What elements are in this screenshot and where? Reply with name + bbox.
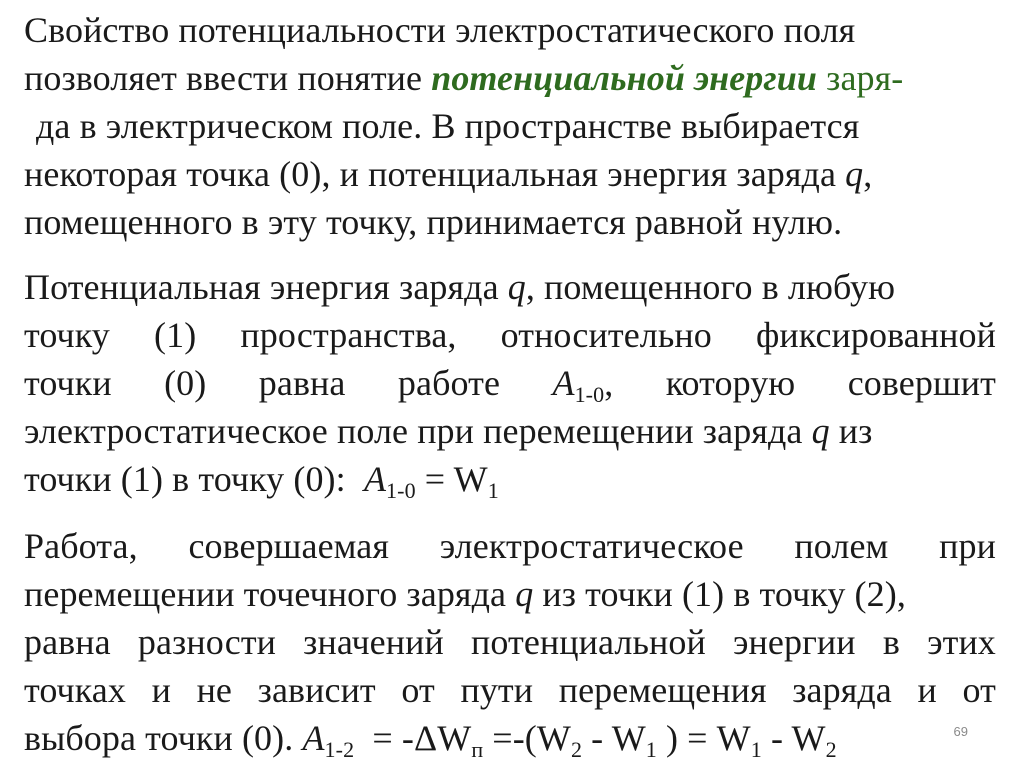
text-line [24,102,903,150]
variable: q [507,267,526,307]
text: да в электрическом поле. В пространстве выбирается [36,106,860,146]
variable: A [302,718,325,758]
text: =-(W [483,718,571,758]
variable: A [552,363,575,403]
text: ) = W [656,718,751,758]
justified-line [24,618,996,666]
word: значений [303,622,444,662]
word: пути [460,670,534,710]
word: совершаемая [188,526,390,566]
justified-line [24,407,996,455]
text-line [24,455,996,503]
text: Свойство потенциальности электростатического поля [24,10,856,50]
justified-line [24,359,996,407]
variable: q [811,411,830,451]
text-line [24,263,996,311]
text: = -ΔW [354,718,472,758]
text: некоторая точка (0), и потенциальная энергия заряда [24,154,846,194]
word: фиксированной [755,315,996,355]
word: точки [24,363,112,403]
word: полем [794,526,889,566]
subscript: 1 [487,478,499,503]
formula-work [552,359,613,407]
subscript: 1-0 [386,478,416,503]
justified-line [24,311,996,359]
word: равна [24,622,111,662]
text: выбора точки (0). [24,718,303,758]
word: этих [927,622,996,662]
word: и [151,670,171,710]
justified-line [24,522,996,570]
justified-line [24,666,996,714]
paragraph-potential-energy [24,263,996,503]
subscript: 2 [570,737,583,762]
word: зависит [257,670,376,710]
word: при [939,526,996,566]
paragraph-work [24,522,996,762]
text: электростатическое поле при перемещении заряда [24,411,812,451]
word: и [917,670,937,710]
word: точку [24,315,110,355]
subscript: п [471,737,484,762]
text-line [24,150,903,198]
text: перемещении точечного заряда [24,574,516,614]
subscript: 2 [825,737,837,762]
text-line [24,6,903,54]
word: относительно [500,315,712,355]
word: электростатическое [439,526,744,566]
word: разности [137,622,277,662]
word: от [401,670,435,710]
text-line [24,54,903,102]
variable: A [363,459,387,499]
word: заряда [792,670,892,710]
subscript: 1-0 [574,382,605,407]
word: пространства, [240,315,457,355]
text: помещенного в эту точку, принимается равной нулю. [24,202,843,242]
word: перемещения [558,670,767,710]
variable: q [845,154,864,194]
text: заря- [817,58,904,98]
text [24,407,872,455]
word: которую [665,363,796,403]
subscript: 1-2 [324,737,355,762]
text: точки (1) в точку (0): [24,459,364,499]
word: в [882,622,900,662]
text: , помещенного в любую [525,267,896,307]
text: позволяет ввести понятие [24,58,432,98]
formula-line [24,714,996,762]
subscript: 1 [645,737,657,762]
word: точках [24,670,126,710]
paragraph-potentiality [24,6,903,246]
word: (0) [164,363,207,403]
text: из точки (1) в точку (2), [533,574,906,614]
variable: q [515,574,534,614]
word: совершит [847,363,996,403]
word: работе [397,363,501,403]
word: не [196,670,233,710]
text: - W [761,718,826,758]
word: от [962,670,996,710]
word: Работа, [24,526,138,566]
text: Потенциальная энергия заряда [24,267,508,307]
page-number: 69 [953,724,968,739]
subscript: 1 [750,737,762,762]
text-line [24,198,903,246]
text: - W [582,718,646,758]
text: = W [415,459,488,499]
word: потенциальной [471,622,706,662]
highlighted-term: потенциальной энергии [431,58,818,98]
word: равна [258,363,346,403]
word: (1) [154,315,197,355]
text: из [829,411,873,451]
text-line [24,570,996,618]
text: , [604,363,614,403]
word: энергии [732,622,856,662]
text: , [863,154,873,194]
